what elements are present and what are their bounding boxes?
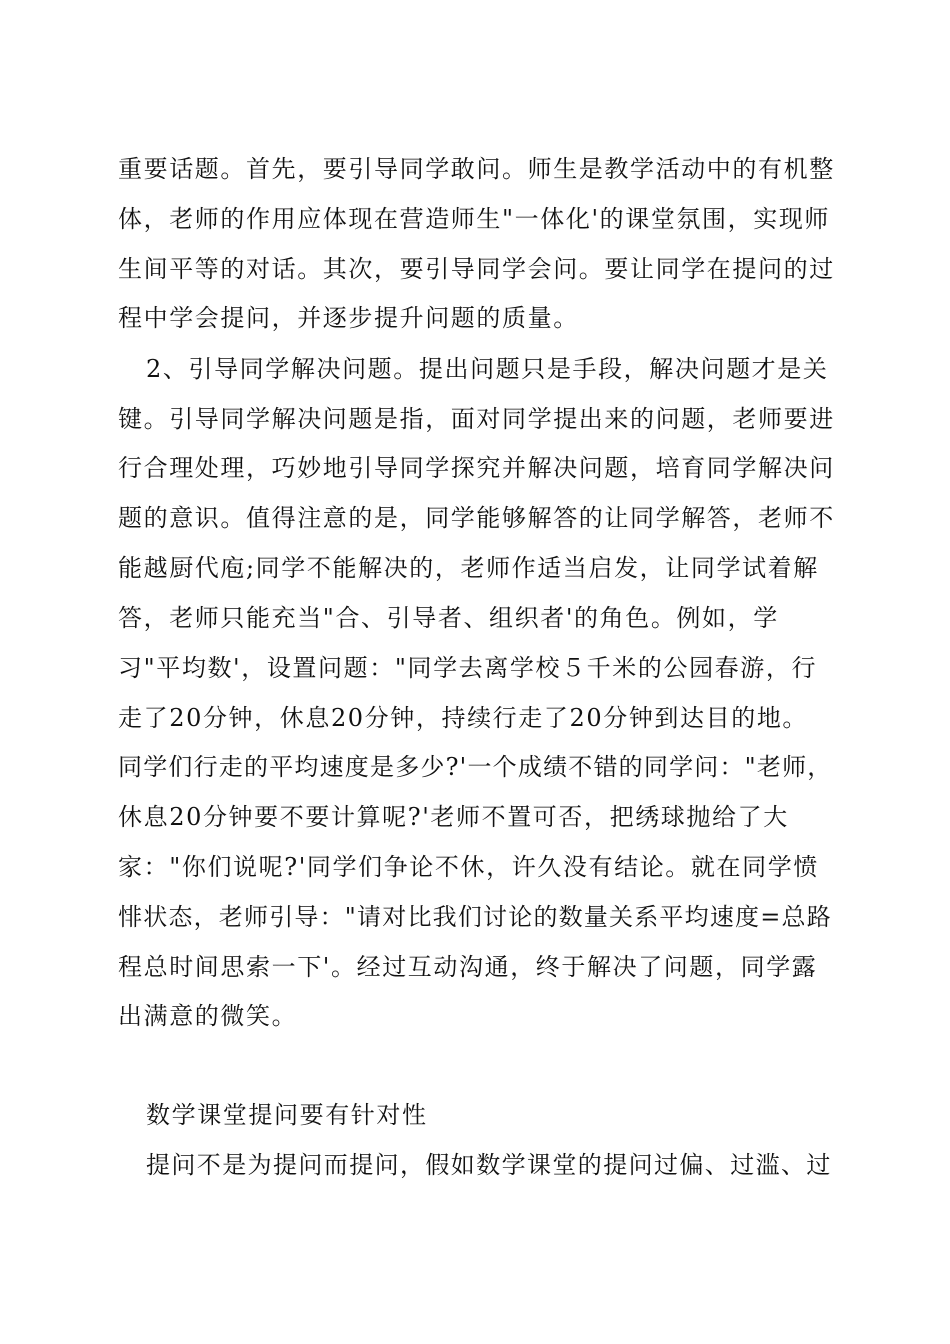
text-line: 悱状态，老师引导："请对比我们讨论的数量关系平均速度=总路 — [118, 903, 832, 931]
text-line: 习"平均数'，设置问题："同学去离学校５千米的公园春游，行 — [118, 654, 818, 682]
text-line: 出满意的微笑。 — [118, 1002, 298, 1030]
text-line: 行合理处理，巧妙地引导同学探究并解决问题，培育同学解决问 — [118, 454, 835, 482]
text-line: 生间平等的对话。其次，要引导同学会问。要让同学在提问的过 — [118, 255, 835, 283]
text-line: 程总时间思索一下'。经过互动沟通，终于解决了问题，同学露 — [118, 953, 818, 981]
text-line: 休息20分钟要不要计算呢?'老师不置可否，把绣球抛给了大 — [118, 803, 789, 831]
text-line: 提问不是为提问而提问，假如数学课堂的提问过偏、过滥、过 — [146, 1151, 832, 1179]
text-line: 程中学会提问，并逐步提升问题的质量。 — [118, 304, 579, 332]
text-line: 重要话题。首先，要引导同学敢问。师生是教学活动中的有机整 — [118, 155, 835, 183]
text-line: 家："你们说呢?'同学们争论不休，许久没有结论。就在同学愤 — [118, 853, 819, 881]
text-line: 键。引导同学解决问题是指，面对同学提出来的问题，老师要进 — [118, 405, 835, 433]
text-line: 2、引导同学解决问题。提出问题只是手段，解决问题才是关 — [146, 355, 829, 383]
text-line: 走了20分钟，休息20分钟，持续行走了20分钟到达目的地。 — [118, 704, 809, 732]
text-line: 答，老师只能充当"合、引导者、组织者'的角色。例如，学 — [118, 604, 779, 632]
text-line: 题的意识。值得注意的是，同学能够解答的让同学解答，老师不 — [118, 504, 835, 532]
section-heading: 数学课堂提问要有针对性 — [146, 1101, 428, 1129]
text-line: 体，老师的作用应体现在营造师生"一体化'的课堂氛围，实现师 — [118, 205, 831, 233]
text-line: 同学们行走的平均速度是多少?'一个成绩不错的同学问："老师， — [118, 753, 833, 781]
text-line: 能越厨代庖;同学不能解决的，老师作适当启发，让同学试着解 — [118, 554, 819, 582]
